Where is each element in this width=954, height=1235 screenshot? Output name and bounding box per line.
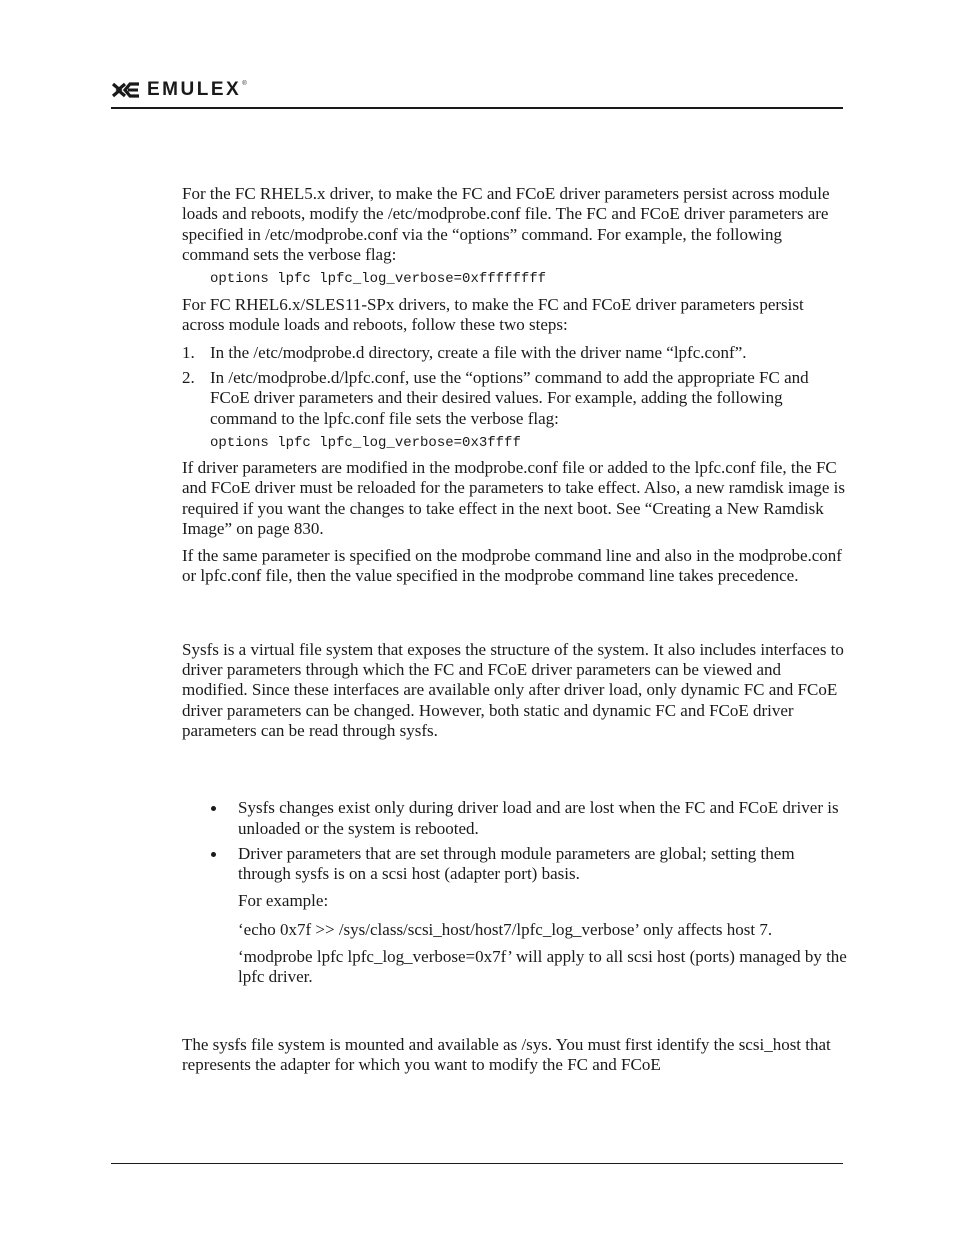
note-text: Driver parameters that are set through module parameters are global; setting them through sysfs is on a scsi host (adapter port) basis. [238, 843, 795, 884]
paragraph-rhel5: For the FC RHEL5.x driver, to make the FC and FCoE driver parameters persist across module loads and reboots, modify the /etc/modprobe.conf file. The FC and FCoE driver parameters are specified in /etc/modprobe.conf via the “options” command. For example, the following command sets the verbose flag: [182, 184, 830, 264]
paragraph-reload: If driver parameters are modified in the modprobe.conf file or added to the lpfc.conf file, the FC and FCoE driver must be reloaded for the parameters to take effect. Also, a new ramdisk image is required if you want the changes to take effect in the next boot. See “Creating a New Ramdisk Image” on page 830. [182, 457, 845, 538]
example-modprobe: ‘modprobe lpfc lpfc_log_verbose=0x7f’ will apply to all scsi host (ports) managed by the lpfc driver. [238, 947, 847, 987]
list-item [182, 798, 847, 839]
logo-trademark: ® [242, 81, 247, 87]
notes-list [182, 798, 847, 884]
step-text: In the /etc/modprobe.d directory, create a file with the driver name “lpfc.conf”. [210, 342, 747, 362]
code-verbose-rhel5: options lpfc lpfc_log_verbose=0xffffffff [210, 271, 547, 288]
paragraph-sysfs: Sysfs is a virtual file system that exposes the structure of the system. It also includes interfaces to driver parameters through which the FC and FCoE driver parameters can be viewed and modified. Since these interfaces are available only after driver load, only dynamic FC and FCoE driver parameters can be changed. However, both static and dynamic FC and FCoE driver parameters can be read through sysfs. [182, 639, 844, 740]
list-item [182, 844, 847, 885]
step-number: 2. [182, 368, 195, 388]
step-number: 1. [182, 342, 195, 362]
bullet-icon [211, 806, 216, 811]
paragraph-rhel6: For FC RHEL6.x/SLES11-SPx drivers, to make the FC and FCoE driver parameters persist across module loads and reboots, follow these two steps: [182, 295, 804, 335]
note-text: Sysfs changes exist only during driver load and are lost when the FC and FCoE driver is unloaded or the system is rebooted. [238, 798, 839, 838]
code-verbose-lpfc-conf: options lpfc lpfc_log_verbose=0x3ffff [210, 434, 521, 451]
footer-rule [111, 1163, 843, 1164]
page-body [182, 184, 847, 1075]
paragraph-sysfs-mount: The sysfs file system is mounted and available as /sys. You must first identify the scsi_host that represents the adapter for which you want to modify the FC and FCoE [182, 1034, 831, 1074]
example-echo: ‘echo 0x7f >> /sys/class/scsi_host/host7/lpfc_log_verbose’ only affects host 7. [238, 919, 773, 939]
emulex-logo-icon [111, 82, 141, 98]
list-item [182, 368, 847, 429]
list-item [182, 343, 847, 363]
steps-list [182, 343, 847, 429]
step-text: In /etc/modprobe.d/lpfc.conf, use the “options” command to add the appropriate FC and FCoE driver parameters and their desired values. For example, adding the following command to the lpfc.conf file sets the verbose flag: [210, 368, 809, 428]
logo-wordmark: EMULEX [147, 79, 242, 100]
emulex-logo [111, 80, 247, 100]
header-rule [111, 107, 843, 109]
example-label: For example: [238, 891, 329, 911]
bullet-icon [211, 852, 216, 857]
paragraph-precedence: If the same parameter is specified on the modprobe command line and also in the modprobe.conf or lpfc.conf file, then the value specified in the modprobe command line takes precedence. [182, 546, 842, 586]
